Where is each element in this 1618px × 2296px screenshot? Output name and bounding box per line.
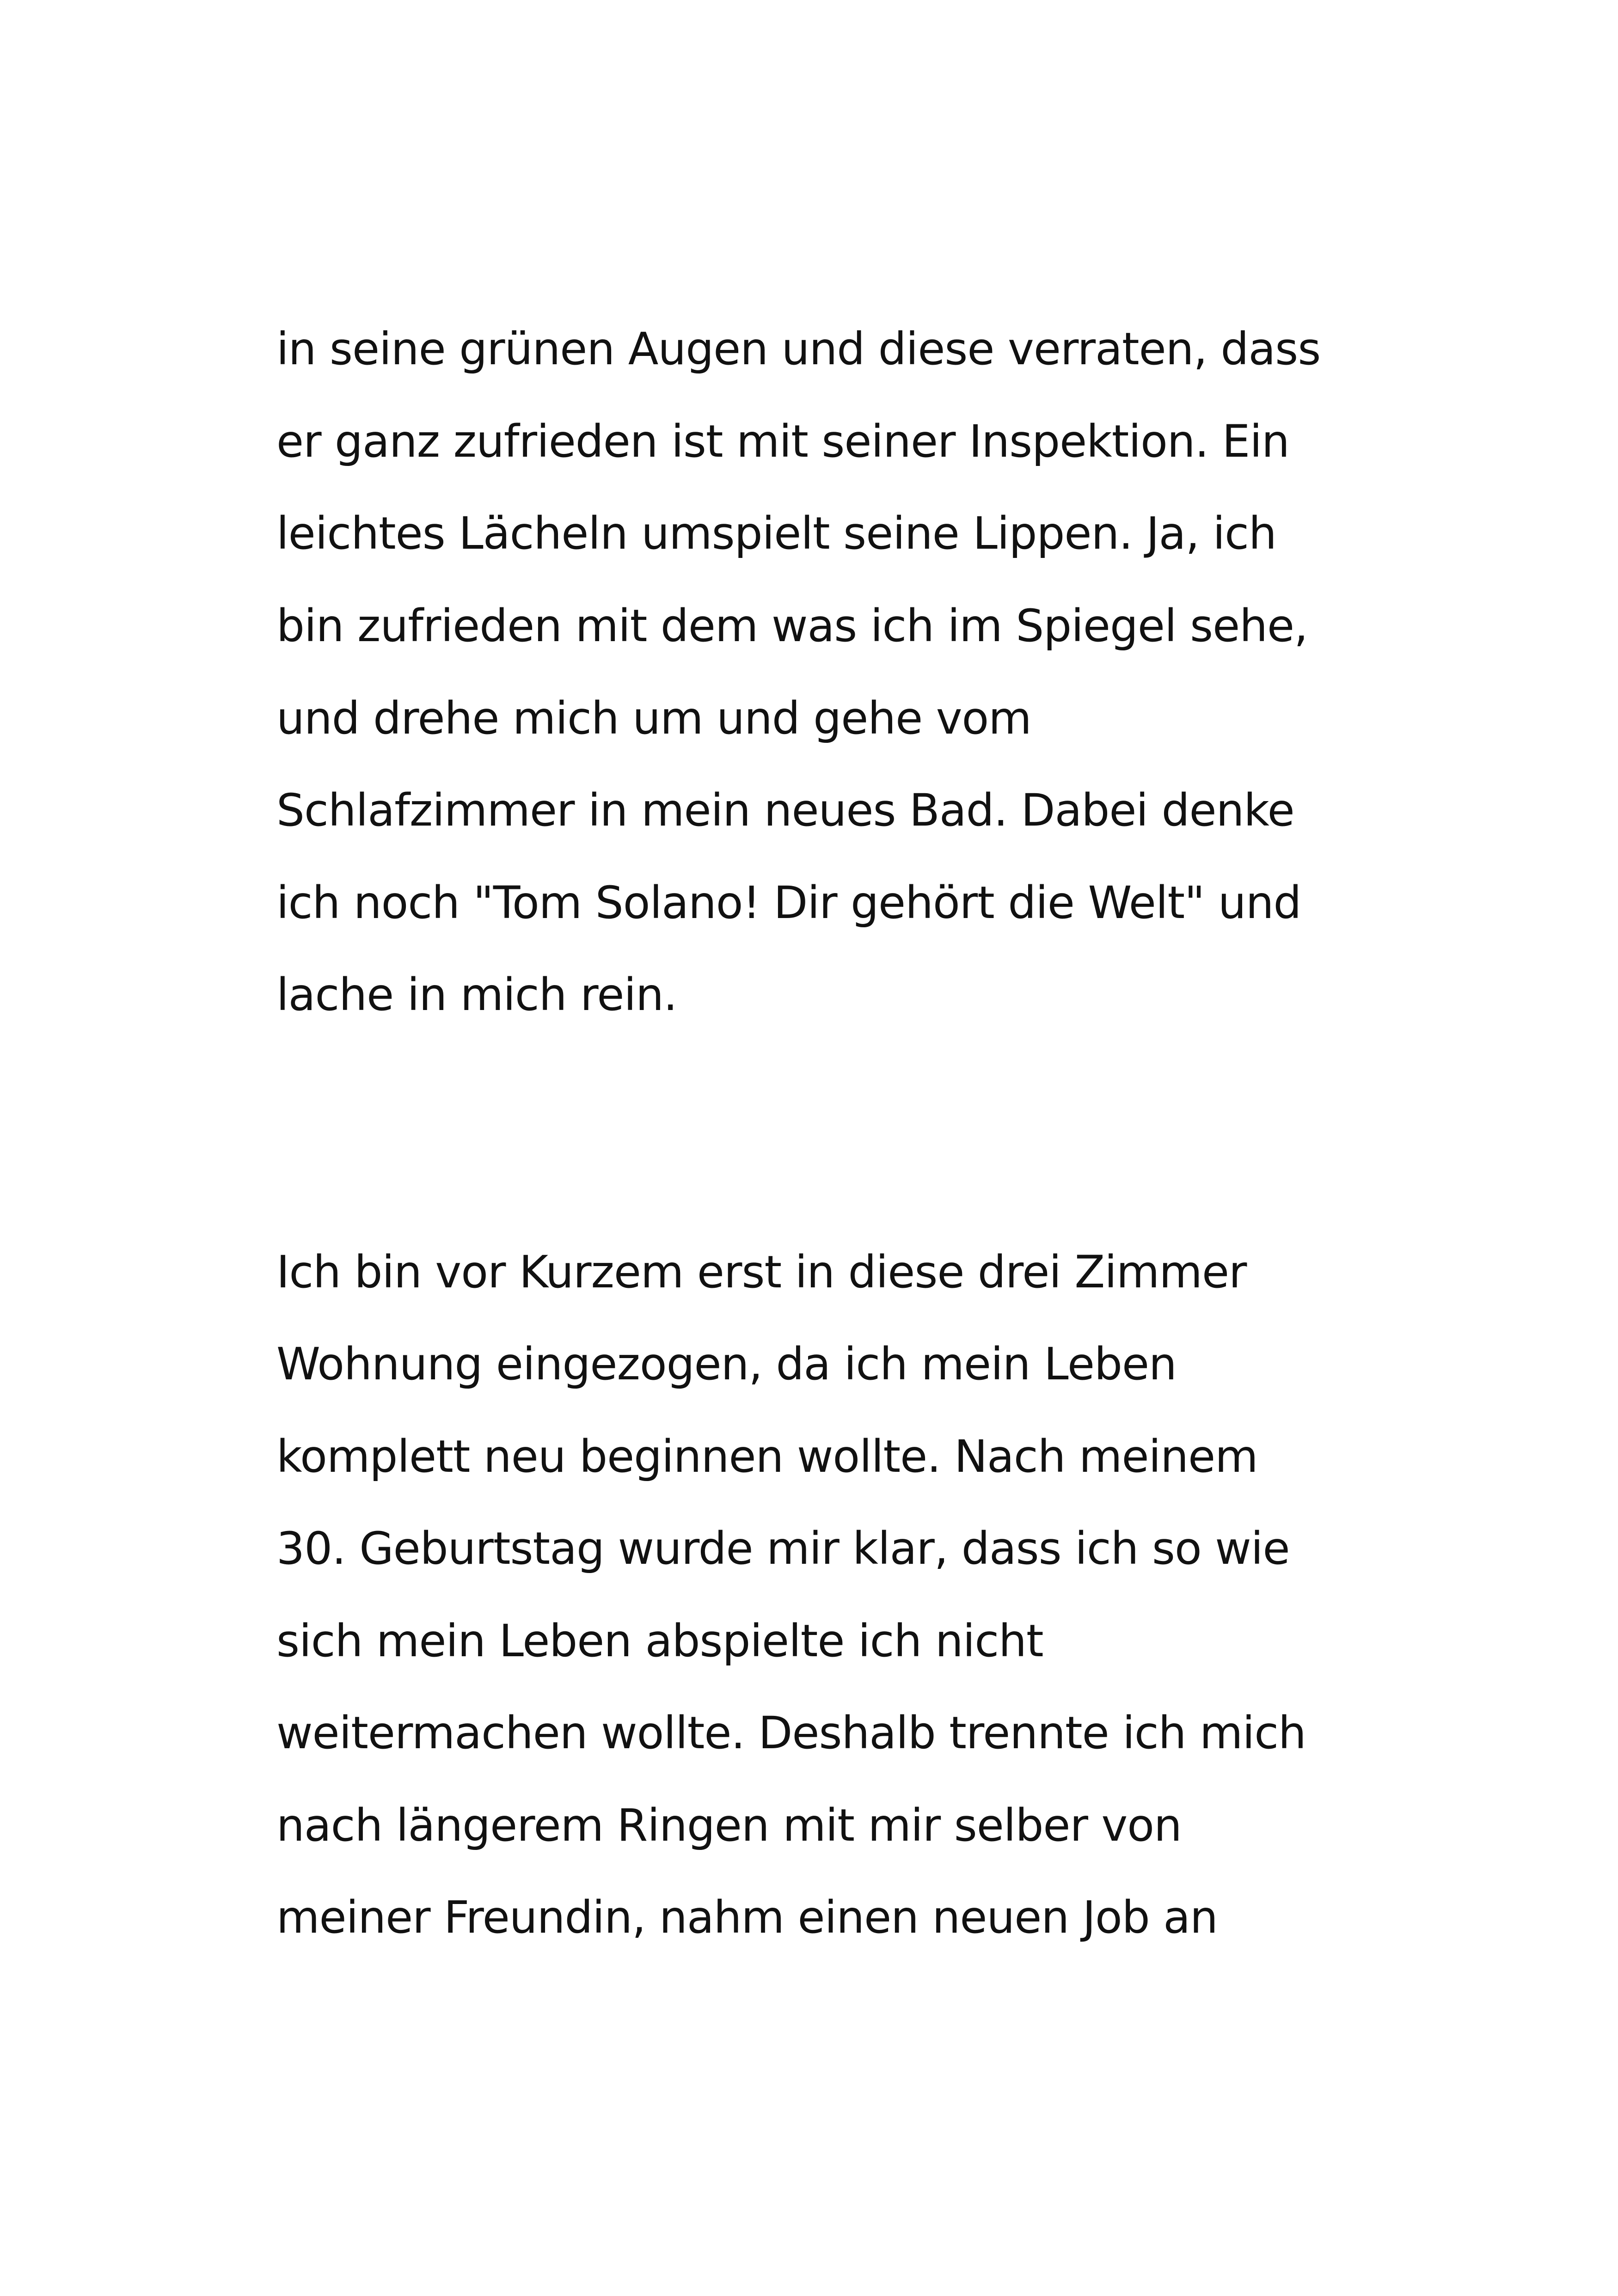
text-line: Schlafzimmer in mein neues Bad. Dabei denke — [276, 784, 1294, 836]
text-line: leichtes Lächeln umspielt seine Lippen. Ja, ich — [276, 508, 1276, 559]
text-line: er ganz zufrieden ist mit seiner Inspektion. Ein — [276, 416, 1289, 467]
text-line: komplett neu beginnen wollte. Nach meinem — [276, 1431, 1258, 1482]
text-line: weitermachen wollte. Deshalb trennte ich mich — [276, 1707, 1306, 1759]
text-line: Ich bin vor Kurzem erst in diese drei Zimmer — [276, 1246, 1247, 1298]
text-line: bin zufrieden mit dem was ich im Spiegel sehe, — [276, 600, 1308, 652]
text-line: 30. Geburtstag wurde mir klar, dass ich so wie — [276, 1523, 1290, 1574]
text-line: nach längerem Ringen mit mir selber von — [276, 1800, 1182, 1851]
text-line: Wohnung eingezogen, da ich mein Leben — [276, 1338, 1177, 1390]
text-line: lache in mich rein. — [276, 969, 677, 1021]
text-line: meiner Freundin, nahm einen neuen Job an — [276, 1892, 1218, 1943]
text-line: sich mein Leben abspielte ich nicht — [276, 1615, 1043, 1667]
text-line: ich noch "Tom Solano! Dir gehört die Welt" und — [276, 877, 1301, 929]
text-line: und drehe mich um und gehe vom — [276, 692, 1031, 744]
text-line: in seine grünen Augen und diese verraten, dass — [276, 323, 1321, 375]
